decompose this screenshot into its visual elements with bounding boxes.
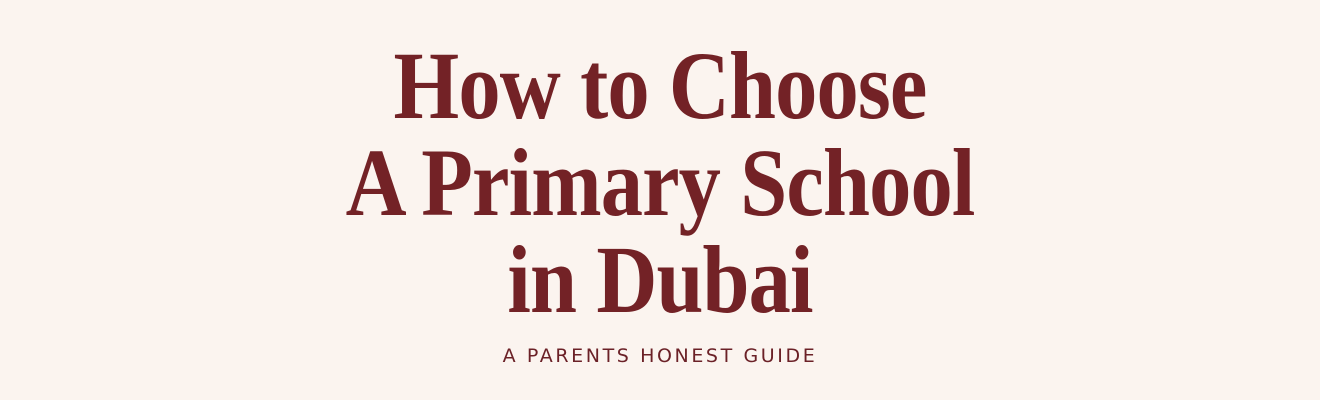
subtitle: A PARENTS HONEST GUIDE	[502, 345, 818, 367]
title-line-3: in Dubai	[507, 226, 813, 333]
title-line-1: How to Choose	[393, 32, 927, 139]
title-line-2: A Primary School	[345, 129, 975, 236]
